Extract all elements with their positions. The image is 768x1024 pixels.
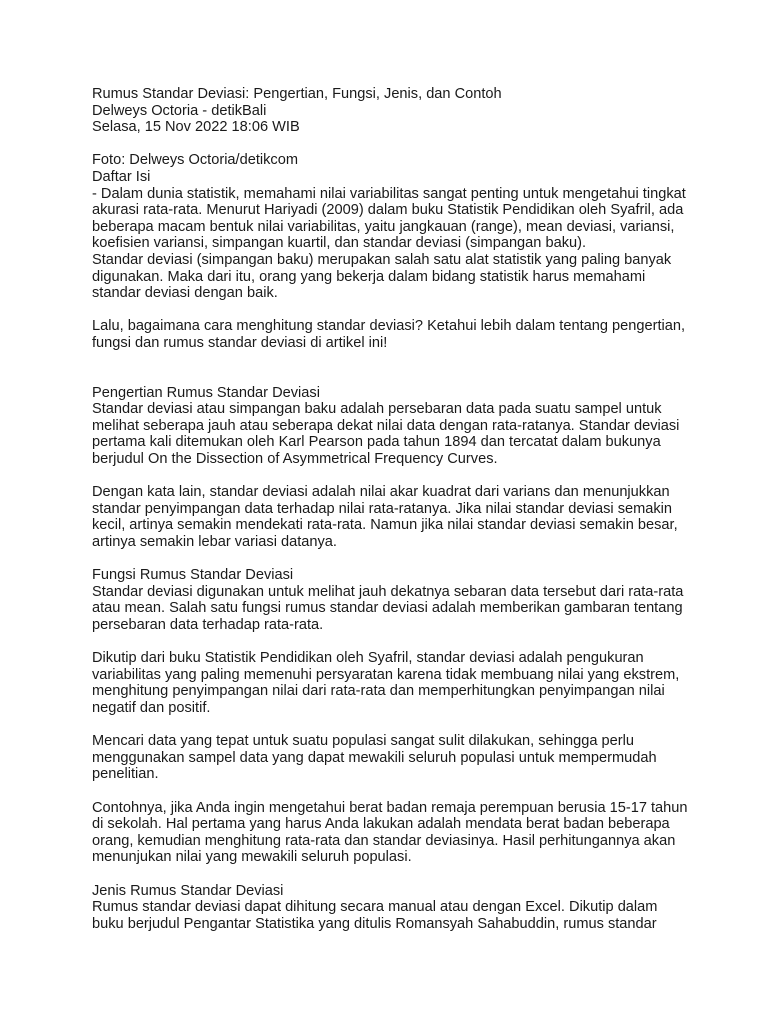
text-line: melihat seberapa jauh atau seberapa dekat nilai data dengan rata-ratanya. Standar deviasi: [92, 417, 680, 434]
text-line: Dengan kata lain, standar deviasi adalah nilai akar kuadrat dari varians dan menunjukkan: [92, 484, 670, 501]
text-line: fungsi dan rumus standar deviasi di artikel ini!: [92, 334, 388, 351]
text-line: Standar deviasi atau simpangan baku adalah persebaran data pada suatu sampel untuk: [92, 401, 662, 418]
text-line: Mencari data yang tepat untuk suatu populasi sangat sulit dilakukan, sehingga perlu: [92, 733, 634, 750]
text-line: persebaran data terhadap rata-rata.: [92, 617, 324, 633]
article-date: Selasa, 15 Nov 2022 18:06 WIB: [92, 119, 300, 136]
text-line: Standar deviasi (simpangan baku) merupakan salah satu alat statistik yang paling banyak: [92, 251, 672, 268]
text-line: atau mean. Salah satu fungsi rumus standar deviasi adalah memberikan gambaran tentang: [92, 600, 683, 617]
pengertian-paragraph-1: [92, 401, 692, 467]
text-line: Standar deviasi digunakan untuk melihat jauh dekatnya sebaran data tersebut dari rata-rata: [92, 583, 684, 600]
section-heading-fungsi: Fungsi Rumus Standar Deviasi: [92, 567, 294, 584]
spacer: [92, 634, 692, 651]
fungsi-paragraph-3: [92, 733, 692, 783]
fungsi-paragraph-4: [92, 800, 692, 866]
text-line: akurasi rata-rata. Menurut Hariyadi (2009) dalam buku Statistik Pendidikan oleh Syafril, ada: [92, 202, 684, 219]
text-line: orang, kemudian menghitung rata-rata dan standar deviasinya. Hasil perhitungannya akan: [92, 832, 676, 849]
text-line: menunjukan nilai yang mewakili seluruh populasi.: [92, 849, 412, 866]
text-line: Lalu, bagaimana cara menghitung standar deviasi? Ketahui lebih dalam tentang pengertian,: [92, 318, 686, 335]
text-line: buku berjudul Pengantar Statistika yang ditulis Romansyah Sahabuddin, rumus standar: [92, 915, 657, 932]
pengertian-paragraph-2: [92, 484, 692, 550]
text-line: standar penyimpangan data terhadap nilai rata-ratanya. Jika nilai standar deviasi semakin: [92, 500, 673, 517]
text-line: penelitian.: [92, 766, 159, 783]
text-line: menggunakan sampel data yang dapat mewakili seluruh populasi untuk mempermudah: [92, 749, 657, 766]
jenis-paragraph-1: [92, 899, 692, 932]
text-line: berjudul On the Dissection of Asymmetrical Frequency Curves.: [92, 451, 498, 468]
text-line: pertama kali ditemukan oleh Karl Pearson pada tahun 1894 dan tercatat dalam bukunya: [92, 434, 661, 451]
text-line: di sekolah. Hal pertama yang harus Anda lakukan adalah mendata berat badan beberapa: [92, 816, 670, 833]
intro-paragraph-2: [92, 252, 692, 302]
text-line: digunakan. Maka dari itu, orang yang bekerja dalam bidang statistik harus memahami: [92, 268, 646, 285]
text-line: menghitung penyimpangan nilai dari rata-rata dan memperhitungkan penyimpangan nilai: [92, 683, 665, 700]
spacer: [92, 717, 692, 734]
spacer: [92, 136, 692, 153]
document-page: [92, 86, 692, 932]
text-line: Dikutip dari buku Statistik Pendidikan oleh Syafril, standar deviasi adalah pengukuran: [92, 650, 644, 667]
text-line: beberapa macam bentuk nilai variabilitas, yaitu jangkauan (range), mean deviasi, variansi,: [92, 218, 675, 235]
spacer: [92, 866, 692, 883]
text-line: koefisien variansi, simpangan kuartil, dan standar deviasi (simpangan baku).: [92, 235, 587, 252]
spacer: [92, 302, 692, 319]
intro-paragraph-3: [92, 318, 692, 351]
article-title: Rumus Standar Deviasi: Pengertian, Fungsi, Jenis, dan Contoh: [92, 86, 502, 102]
text-line: artinya semakin lebar variasi datanya.: [92, 534, 337, 551]
fungsi-paragraph-1: [92, 584, 692, 634]
text-line: - Dalam dunia statistik, memahami nilai variabilitas sangat penting untuk mengetahui tingkat: [92, 185, 686, 202]
article-author: Delweys Octoria - detikBali: [92, 102, 267, 119]
text-line: Contohnya, jika Anda ingin mengetahui berat badan remaja perempuan berusia 15-17 tahun: [92, 799, 688, 816]
text-line: Rumus standar deviasi dapat dihitung secara manual atau dengan Excel. Dikutip dalam: [92, 899, 658, 916]
intro-paragraph-1: [92, 186, 692, 252]
text-line: negatif dan positif.: [92, 699, 211, 716]
photo-credit: Foto: Delweys Octoria/detikcom: [92, 152, 299, 169]
toc-label: Daftar Isi: [92, 168, 151, 185]
spacer: [92, 352, 692, 385]
spacer: [92, 551, 692, 568]
section-heading-jenis: Jenis Rumus Standar Deviasi: [92, 882, 284, 899]
section-heading-pengertian: Pengertian Rumus Standar Deviasi: [92, 384, 320, 401]
fungsi-paragraph-2: [92, 650, 692, 716]
text-line: kecil, artinya semakin mendekati rata-rata. Namun jika nilai standar deviasi semakin besar,: [92, 517, 678, 534]
text-line: variabilitas yang paling memenuhi persyaratan karena tidak membuang nilai yang ekstrem,: [92, 666, 680, 683]
spacer: [92, 468, 692, 485]
text-line: standar deviasi dengan baik.: [92, 285, 278, 302]
spacer: [92, 783, 692, 800]
